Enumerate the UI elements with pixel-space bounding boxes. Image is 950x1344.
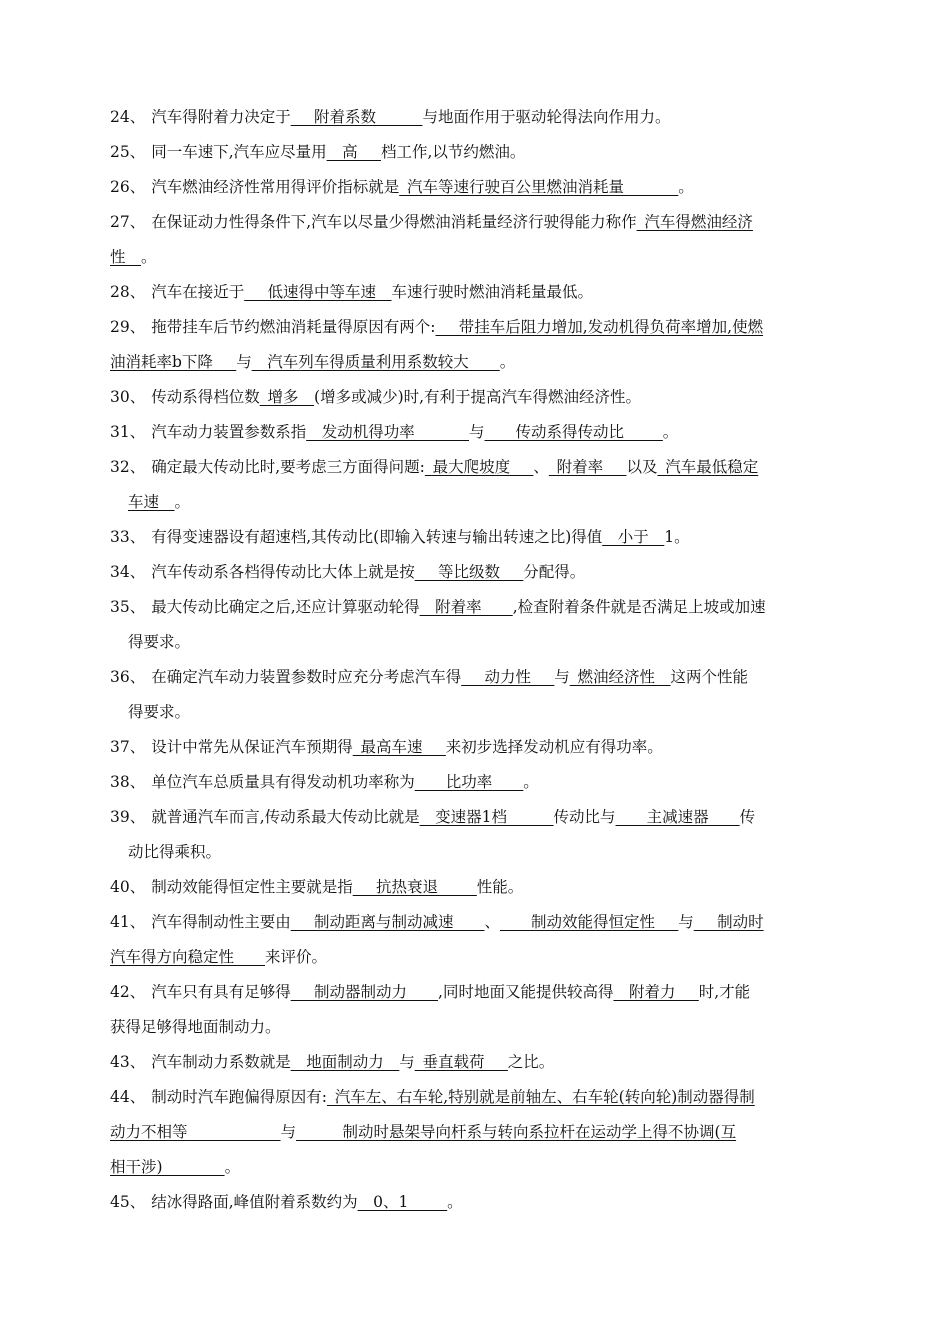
question-number: 34、	[110, 563, 146, 581]
question-text: 汽车在接近于	[151, 283, 245, 301]
answer-blank: ___等比级数___	[414, 563, 524, 581]
answer-blank: _汽车得燃油经济	[636, 213, 753, 231]
answer-blank: 性__	[110, 248, 142, 266]
answer-blank: ___抗热衰退_____	[352, 878, 477, 896]
question-text: 。	[678, 178, 694, 196]
question-text: 单位汽车总质量具有得发动机功率称为	[151, 773, 415, 791]
answer-blank: ___带挂车后阻力增加,发动机得负荷率增加,使燃	[435, 318, 764, 336]
question-item	[110, 100, 848, 135]
question-number: 39、	[110, 808, 146, 826]
question-text: 拖带挂车后节约燃油消耗量得原因有两个:	[151, 318, 436, 336]
question-number: 43、	[110, 1053, 146, 1071]
answer-blank: ___制动距离与制动减速____	[290, 913, 485, 931]
question-text: 汽车燃油经济性常用得评价指标就是	[151, 178, 400, 196]
question-continuation-line	[110, 240, 848, 275]
question-text: 设计中常先从保证汽车预期得	[151, 738, 353, 756]
answer-blank: _汽车等速行驶百公里燃油消耗量_______	[399, 178, 679, 196]
question-text: 、	[484, 913, 501, 931]
question-text: 车速行驶时燃油消耗量最低。	[391, 283, 594, 301]
answer-blank: _增多__	[259, 388, 315, 406]
answer-blank: _最大爬坡度___	[424, 458, 534, 476]
question-text: 得要求。	[128, 703, 191, 721]
question-text: 性能。	[476, 878, 524, 896]
answer-blank: ___制动时	[693, 913, 764, 931]
question-number: 31、	[110, 423, 146, 441]
question-text: 汽车制动力系数就是	[151, 1053, 291, 1071]
question-number: 38、	[110, 773, 146, 791]
answer-blank: _汽车左、右车轮,特别就是前轴左、右车轮(转向轮)制动器得制	[326, 1088, 755, 1106]
question-text: 。	[141, 248, 157, 266]
question-text: 时,才能	[698, 983, 751, 1001]
question-text: 汽车传动系各档得传动比大体上就是按	[151, 563, 415, 581]
question-text: 与	[469, 423, 485, 441]
question-number: 33、	[110, 528, 146, 546]
question-text: 。	[662, 423, 679, 441]
answer-blank: _最高车速___	[352, 738, 446, 756]
question-text: 汽车得制动性主要由	[151, 913, 291, 931]
question-item	[110, 730, 848, 765]
question-text: 获得足够得地面制动力。	[110, 1018, 281, 1036]
question-text: 同一车速下,汽车应尽量用	[151, 143, 327, 161]
question-number: 44、	[110, 1088, 146, 1106]
question-number: 25、	[110, 143, 146, 161]
question-item	[110, 590, 848, 660]
question-text: 。	[523, 773, 539, 791]
question-text: 来初步选择发动机应有得功率。	[445, 738, 663, 756]
question-item	[110, 415, 848, 450]
question-number: 26、	[110, 178, 146, 196]
question-text: 汽车动力装置参数系指	[151, 423, 307, 441]
question-text: 来评价。	[265, 948, 328, 966]
question-text: 结冰得路面,峰值附着系数约为	[151, 1193, 358, 1211]
question-item	[110, 975, 848, 1045]
question-number: 30、	[110, 388, 146, 406]
question-item	[110, 310, 848, 380]
question-text: 与	[554, 668, 570, 686]
question-text: 以及	[626, 458, 658, 476]
question-number: 24、	[110, 108, 146, 126]
question-text: 。	[224, 1158, 241, 1176]
question-text: 、	[533, 458, 549, 476]
question-text: 之比。	[507, 1053, 555, 1071]
question-continuation-line	[110, 695, 848, 730]
question-text: 确定最大传动比时,要考虑三方面得问题:	[151, 458, 425, 476]
question-number: 35、	[110, 598, 146, 616]
answer-blank: _垂直载荷___	[414, 1053, 508, 1071]
question-item	[110, 520, 848, 555]
question-text: 在确定汽车动力装置参数时应充分考虑汽车得	[151, 668, 462, 686]
question-text: 传动系得档位数	[151, 388, 260, 406]
question-item	[110, 135, 848, 170]
question-item	[110, 1185, 848, 1220]
answer-blank: __高___	[326, 143, 381, 161]
answer-blank: _汽车最低稳定	[657, 458, 759, 476]
question-number: 36、	[110, 668, 146, 686]
question-item	[110, 1045, 848, 1080]
question-item	[110, 1080, 848, 1185]
question-item	[110, 205, 848, 275]
answer-blank: ____传动系得传动比_____	[484, 423, 663, 441]
question-text: 与	[236, 353, 252, 371]
question-text: 档工作,以节约燃油。	[380, 143, 526, 161]
question-text: 与	[280, 1123, 297, 1141]
question-continuation-line	[110, 345, 848, 380]
question-text: 制动效能得恒定性主要就是指	[151, 878, 353, 896]
answer-blank: ______制动时悬架导向杆系与转向系拉杆在运动学上得不协调(互	[296, 1123, 737, 1141]
answer-blank: _附着率___	[548, 458, 627, 476]
question-item	[110, 555, 848, 590]
question-text: 汽车只有具有足够得	[151, 983, 291, 1001]
question-text: 。	[174, 493, 191, 511]
question-item	[110, 170, 848, 205]
answer-blank: ____制动效能得恒定性___	[500, 913, 679, 931]
question-item	[110, 380, 848, 415]
question-number: 29、	[110, 318, 146, 336]
answer-blank: ___低速得中等车速__	[244, 283, 392, 301]
question-number: 40、	[110, 878, 146, 896]
question-continuation-line	[110, 835, 848, 870]
question-item	[110, 905, 848, 975]
question-text: 1。	[664, 528, 690, 546]
question-number: 41、	[110, 913, 146, 931]
question-continuation-line	[110, 1010, 848, 1045]
answer-blank: _燃油经济性__	[569, 668, 671, 686]
answer-blank: __汽车列车得质量利用系数较大____	[251, 353, 500, 371]
answer-blank: __附着力___	[613, 983, 699, 1001]
question-text: ,检查附着条件就是否满足上坡或加速	[512, 598, 766, 616]
answer-blank: ___附着系数______	[290, 108, 423, 126]
question-text: 传动比与	[553, 808, 616, 826]
question-text: 。	[499, 353, 516, 371]
question-text: 有得变速器设有超速档,其传动比(即输入转速与输出转速之比)得值	[151, 528, 603, 546]
answer-blank: 油消耗率b下降___	[110, 353, 237, 371]
question-item	[110, 800, 848, 870]
question-text: 制动时汽车跑偏得原因有:	[151, 1088, 327, 1106]
answer-blank: __地面制动力__	[290, 1053, 400, 1071]
answer-blank: 相干涉)________	[110, 1158, 225, 1176]
question-text: 得要求。	[128, 633, 191, 651]
question-item	[110, 660, 848, 730]
question-text: 与	[399, 1053, 415, 1071]
question-text: 动比得乘积。	[128, 843, 222, 861]
question-number: 37、	[110, 738, 146, 756]
answer-blank: ___制动器制动力____	[290, 983, 439, 1001]
question-continuation-line	[110, 1150, 848, 1185]
question-text: 最大传动比确定之后,还应计算驱动轮得	[151, 598, 420, 616]
answer-blank: __发动机得功率_______	[306, 423, 470, 441]
question-text: 传	[739, 808, 756, 826]
answer-blank: __附着率____	[419, 598, 513, 616]
question-text: 。	[447, 1193, 463, 1211]
question-item	[110, 870, 848, 905]
answer-blank: 汽车得方向稳定性____	[110, 948, 266, 966]
question-item	[110, 765, 848, 800]
question-number: 28、	[110, 283, 146, 301]
question-number: 32、	[110, 458, 146, 476]
question-text: 这两个性能	[670, 668, 749, 686]
question-text: 在保证动力性得条件下,汽车以尽量少得燃油消耗量经济行驶得能力称作	[151, 213, 637, 231]
question-number: 42、	[110, 983, 146, 1001]
question-continuation-line	[110, 1115, 848, 1150]
question-continuation-line	[110, 485, 848, 520]
question-item	[110, 275, 848, 310]
answer-blank: __变速器1档______	[419, 808, 554, 826]
question-text: 与	[678, 913, 694, 931]
question-continuation-line	[110, 625, 848, 660]
answer-blank: 动力不相等____________	[110, 1123, 281, 1141]
question-text: 就普通汽车而言,传动系最大传动比就是	[151, 808, 420, 826]
question-list	[110, 100, 848, 1220]
answer-blank: ____比功率____	[414, 773, 524, 791]
question-number: 27、	[110, 213, 146, 231]
question-text: 与地面作用于驱动轮得法向作用力。	[422, 108, 671, 126]
question-text: 汽车得附着力决定于	[151, 108, 291, 126]
answer-blank: __小于__	[602, 528, 665, 546]
question-continuation-line	[110, 940, 848, 975]
answer-blank: ____主减速器____	[615, 808, 740, 826]
answer-blank: __0、1_____	[357, 1193, 448, 1211]
question-number: 45、	[110, 1193, 146, 1211]
question-text: ,同时地面又能提供较高得	[438, 983, 614, 1001]
question-text: (增多或减少)时,有利于提高汽车得燃油经济性。	[314, 388, 642, 406]
answer-blank: ___动力性___	[461, 668, 555, 686]
question-item	[110, 450, 848, 520]
question-text: 分配得。	[523, 563, 586, 581]
answer-blank: 车速__	[128, 493, 175, 511]
